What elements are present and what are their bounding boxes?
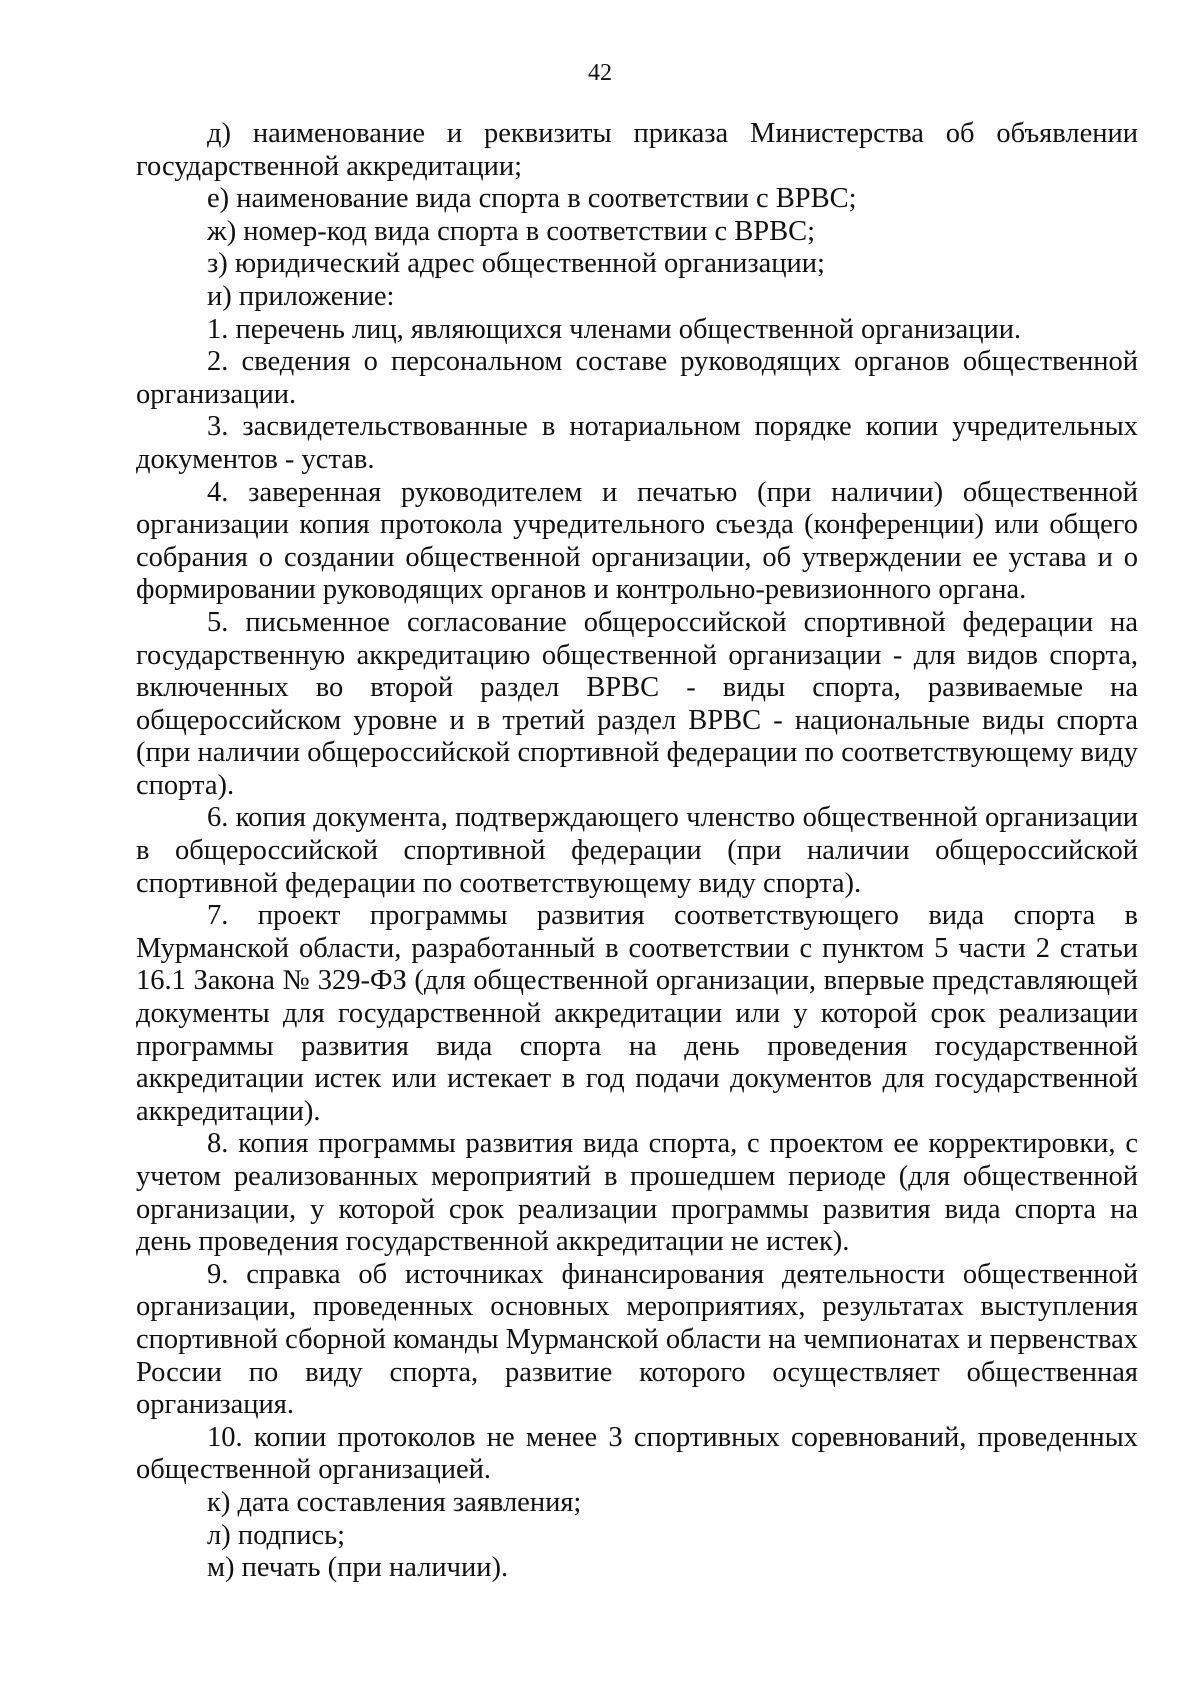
- paragraph-m: м) печать (при наличии).: [207, 1552, 509, 1584]
- document-body: [136, 118, 1138, 1585]
- paragraph-k: к) дата составления заявления;: [207, 1486, 582, 1518]
- paragraph-e: е) наименование вида спорта в соответствии с ВРВС;: [207, 183, 857, 215]
- appendix-item-5: 5. письменное согласование общероссийской спортивной федерации на государственную аккредитацию общественной организации - для видов спорта, включенных во второй раздел ВРВС - виды спорта, развиваемые на общероссийском уровне и в третий раздел ВРВС - национальные виды спорта (при наличии общероссийской спортивной федерации по соответствующему виду спорта).: [136, 606, 1138, 801]
- paragraph-z: з) юридический адрес общественной организации;: [207, 248, 825, 280]
- appendix-item-7: 7. проект программы развития соответствующего вида спорта в Мурманской области, разработанный в соответствии с пунктом 5 части 2 статьи 16.1 Закона № 329-ФЗ (для общественной организации, впервые представляющей документы для государственной аккредитации или у которой срок реализации программы развития вида спорта на день проведения государственной аккредитации истек или истекает в год подачи документов для государственной аккредитации).: [136, 900, 1138, 1127]
- paragraph-i: и) приложение:: [207, 280, 395, 312]
- page-number: 42: [588, 60, 612, 86]
- paragraph-d: д) наименование и реквизиты приказа Министерства об объявлении государственной аккредитации;: [136, 118, 1138, 182]
- appendix-item-4: 4. заверенная руководителем и печатью (при наличии) общественной организации копия протокола учредительного съезда (конференции) или общего собрания о создании общественной организации, об утверждении ее устава и о формировании руководящих органов и контрольно-ревизионного органа.: [136, 476, 1138, 606]
- appendix-item-2: 2. сведения о персональном составе руководящих органов общественной организации.: [136, 346, 1138, 410]
- appendix-item-6: 6. копия документа, подтверждающего членство общественной организации в общероссийской спортивной федерации (при наличии общероссийской спортивной федерации по соответствующему виду спорта).: [136, 802, 1138, 899]
- appendix-item-9: 9. справка об источниках финансирования деятельности общественной организации, проведенных основных мероприятиях, результатах выступления спортивной сборной команды Мурманской области на чемпионатах и первенствах России по виду спорта, развитие которого осуществляет общественная организация.: [136, 1258, 1138, 1421]
- appendix-item-1: 1. перечень лиц, являющихся членами общественной организации.: [207, 313, 1022, 345]
- appendix-item-8: 8. копия программы развития вида спорта, с проектом ее корректировки, с учетом реализованных мероприятий в прошедшем периоде (для общественной организации, у которой срок реализации программы развития вида спорта на день проведения государственной аккредитации не истек).: [136, 1128, 1138, 1258]
- appendix-item-3: 3. засвидетельствованные в нотариальном порядке копии учредительных документов - устав.: [136, 411, 1138, 475]
- appendix-item-10: 10. копии протоколов не менее 3 спортивных соревнований, проведенных общественной организацией.: [136, 1421, 1138, 1486]
- paragraph-l: л) подпись;: [207, 1519, 346, 1551]
- paragraph-zh: ж) номер-код вида спорта в соответствии с ВРВС;: [207, 215, 816, 247]
